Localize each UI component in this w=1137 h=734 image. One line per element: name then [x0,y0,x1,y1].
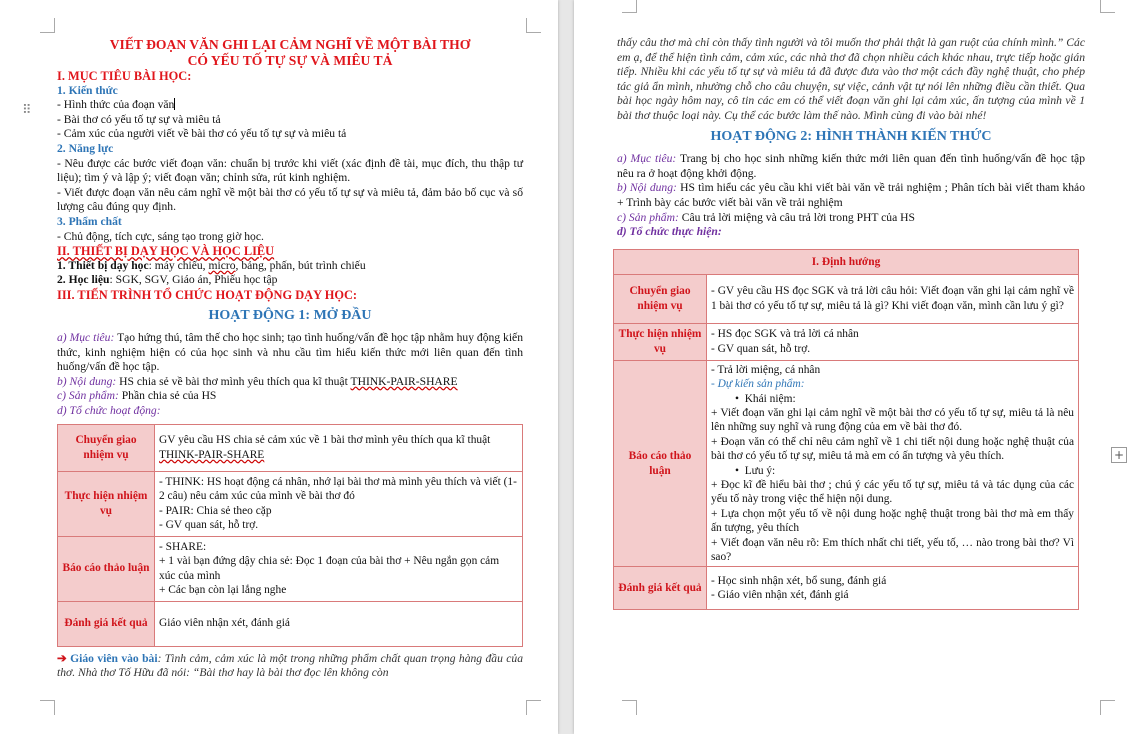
row-content: - THINK: HS hoạt động cá nhân, nhớ lại bài thơ mà mình yêu thích và viết (1-2 câu) nêu cảm xúc của mình về bài thơ đó - PAIR: Chia sẻ theo cặp - GV quan sát, hỗ trợ. [155,471,523,536]
table-row [614,323,1079,360]
section-heading-objectives: I. MỤC TIÊU BÀI HỌC: [57,69,192,83]
row-content: - HS đọc SGK và trả lời cá nhân - GV quan sát, hỗ trợ. [707,323,1079,360]
row-content: - SHARE: + 1 vài bạn đứng dậy chia sẻ: Đọc 1 đoạn của bài thơ + Nêu ngắn gọn cảm xúc của mình + Các bạn còn lại lắng nghe [155,536,523,601]
content-line: b) Nội dung: HS chia sẻ về bài thơ mình yêu thích qua kĩ thuật THINK-PAIR-SHARE [57,374,458,388]
page-corner-mark [526,700,541,715]
content-line: b) Nội dung: HS tìm hiểu các yêu cầu khi viết bài văn về trải nghiệm ; Phân tích bài viết tham khảo + Trình bày các bước viết bài văn về trải nghiệm [617,181,1085,209]
table-row [58,471,523,536]
teacher-intro-paragraph: ➔ Giáo viên vào bài: Tình cảm, cảm xúc là một trong những phẩm chất quan trọng hàng đầu của thơ. Nhà thơ Tố Hữu đã nói: “Bài thơ hay là bài thơ đọc lên không còn [57,651,523,680]
drag-handle-icon[interactable]: ⠿ [22,103,32,118]
arrow-icon: ➔ [57,651,67,665]
row-label: Chuyển giao nhiệm vụ [614,274,707,323]
page-corner-mark [40,18,55,33]
section-heading-process: III. TIẾN TRÌNH TỔ CHỨC HOẠT ĐỘNG DẠY HỌC: [57,287,358,302]
table-header: I. Định hướng [614,249,1079,274]
row-content: - Học sinh nhận xét, bổ sung, đánh giá - Giáo viên nhận xét, đánh giá [707,567,1079,610]
intro-continuation: thấy câu thơ mà chỉ còn thấy tình người và tôi muốn thơ phải thật là gan ruột của chính mình.” Các em ạ, để thể hiện tình cảm, cảm xúc, các nhà thơ đã chọn nhiều cách khác nhau, trực tiếp hoặc gián tiếp. Nhiều khi các yếu tố tự sự và miêu tả đã được đưa vào thơ một cách đầy nghệ thuật, cho phép tác giả ẩn mình, nhường chỗ cho câu chuyện, sự việc, cảnh vật tự nói lên những điều cần thiết. Qua bài học ngày hôm nay, cô tin các em có thể viết đoạn văn ghi lại cảm xúc, ấn tượng của mình về 1 bài thơ thuộc loại này. Cụ thể các bước làm thế nào. Mình cùng đi vào bài nhé! [617,36,1085,122]
equipment-line: 1. Thiết bị dạy học: máy chiếu, micro, bảng, phấn, bút trình chiếu [57,258,366,272]
subheading-qualities: 3. Phẩm chất [57,214,122,228]
doc-title-line-1: VIẾT ĐOẠN VĂN GHI LẠI CẢM NGHĨ VỀ MỘT BÀI THƠ [109,37,471,52]
competence-item: - Nêu được các bước viết đoạn văn: chuẩn bị trước khi viết (xác định đề tài, mục đích, thu thập tư liệu); tìm ý và lập ý; viết đoạn văn; chỉnh sửa, rút kinh nghiệm. [57,156,523,185]
row-content: - GV yêu cầu HS đọc SGK và trả lời câu hỏi: Viết đoạn văn ghi lại cảm nghĩ về 1 bài thơ có yếu tố tự sự, miêu tả là gì? Khi viết đoạn văn, mình cần lưu ý gì? [707,274,1079,323]
table-row [58,424,523,471]
competence-item: - Viết được đoạn văn nêu cảm nghĩ về một bài thơ có yếu tố tự sự và miêu tả, đảm bảo bố cục và số lượng câu đúng quy định. [57,185,523,214]
row-content: Giáo viên nhận xét, đánh giá [155,601,523,646]
activity-2-table [613,249,1079,611]
activity-2-heading: HOẠT ĐỘNG 2: HÌNH THÀNH KIẾN THỨC [710,128,992,144]
document-page-1 [0,0,558,734]
row-label: Thực hiện nhiệm vụ [58,471,155,536]
table-row [58,536,523,601]
row-content: - Trả lời miệng, cá nhân - Dự kiến sản phẩm: • Khái niệm: + Viết đoạn văn ghi lại cảm nghĩ về một bài thơ có yếu tố tự sự, miêu tả là nêu lên những suy nghĩ và rung động của em về bài thơ đó. + Đoạn văn có thể chỉ nêu cảm nghĩ về 1 chi tiết nội dung hoặc nghệ thuật của bài thơ có yếu tố tự sự, miêu tả mà em có ấn tượng và yêu thích. • Lưu ý: + Đọc kĩ đề hiểu bài thơ ; chú ý các yếu tố tự sự, miêu tả và tác dụng của các yếu tố này trong việc thể hiện nội dung. + Lựa chọn một yếu tố về nội dung hoặc nghệ thuật trong bài thơ mà em thấy ấn tượng, yêu thích + Viết đoạn văn nêu rõ: Em thích nhất chi tiết, yếu tố, … nào trong bài thơ? Vì sao? [707,360,1079,567]
materials-line: 2. Học liệu: SGK, SGV, Giáo án, Phiếu học tập [57,273,278,287]
organization-line: d) Tổ chức thực hiện: [617,225,722,239]
row-label: Thực hiện nhiệm vụ [614,323,707,360]
page-corner-mark [622,700,637,715]
section-heading-equipment: II. THIẾT BỊ DẠY HỌC VÀ HỌC LIỆU [57,244,275,259]
knowledge-item: - Bài thơ có yếu tố tự sự và miêu tả [57,112,221,126]
row-label: Đánh giá kết quả [614,567,707,610]
subheading-competence: 2. Năng lực [57,141,114,155]
document-page-2 [574,0,1137,734]
table-row [58,601,523,646]
page-corner-mark [526,18,541,33]
row-label: Đánh giá kết quả [58,601,155,646]
row-label: Báo cáo thảo luận [614,360,707,567]
doc-title-line-2: CÓ YẾU TỐ TỰ SỰ VÀ MIÊU TẢ [187,53,393,68]
page-corner-mark [622,0,637,13]
objective-line: a) Mục tiêu: Tạo hứng thú, tâm thế cho học sinh; tạo tình huống/vấn đề học tập nhằm huy động kiến thức, kinh nghiệm hiện có của học sinh và nhu cầu tìm hiểu kiến thức mới liên quan đến tình huống/vấn đề học tập. [57,331,523,374]
qualities-item: - Chủ động, tích cực, sáng tạo trong giờ học. [57,229,264,243]
page-corner-mark [40,700,55,715]
row-label: Báo cáo thảo luận [58,536,155,601]
table-row [614,360,1079,567]
knowledge-item: - Cảm xúc của người viết về bài thơ có yếu tố tự sự và miêu tả [57,127,347,141]
page-corner-mark [1100,700,1115,715]
knowledge-item: - Hình thức của đoạn văn [57,98,175,112]
page-2-content [617,38,1085,610]
product-line: c) Sản phẩm: Câu trả lời miệng và câu trả lời trong PHT của HS [617,210,915,224]
table-row [614,274,1079,323]
product-line: c) Sản phẩm: Phần chia sẻ của HS [57,389,217,403]
row-content: GV yêu cầu HS chia sẻ cảm xúc về 1 bài thơ mình yêu thích qua kĩ thuật THINK-PAIR-SHARE [155,424,523,471]
subheading-knowledge: 1. Kiến thức [57,83,118,97]
activity-1-table [57,424,523,647]
organization-line: d) Tổ chức hoạt động: [57,404,161,418]
table-row [614,567,1079,610]
activity-1-heading: HOẠT ĐỘNG 1: MỞ ĐẦU [208,307,372,323]
table-header-row [614,249,1079,274]
page-corner-mark [1100,0,1115,13]
text-cursor [174,98,175,110]
row-label: Chuyển giao nhiệm vụ [58,424,155,471]
page-1-content [57,37,523,681]
objective-line: a) Mục tiêu: Trang bị cho học sinh những kiến thức mới liên quan đến tình huống/vấn đề học tập nêu ra ở hoạt động khởi động. [617,152,1085,180]
add-row-icon[interactable]: + [1111,447,1127,463]
